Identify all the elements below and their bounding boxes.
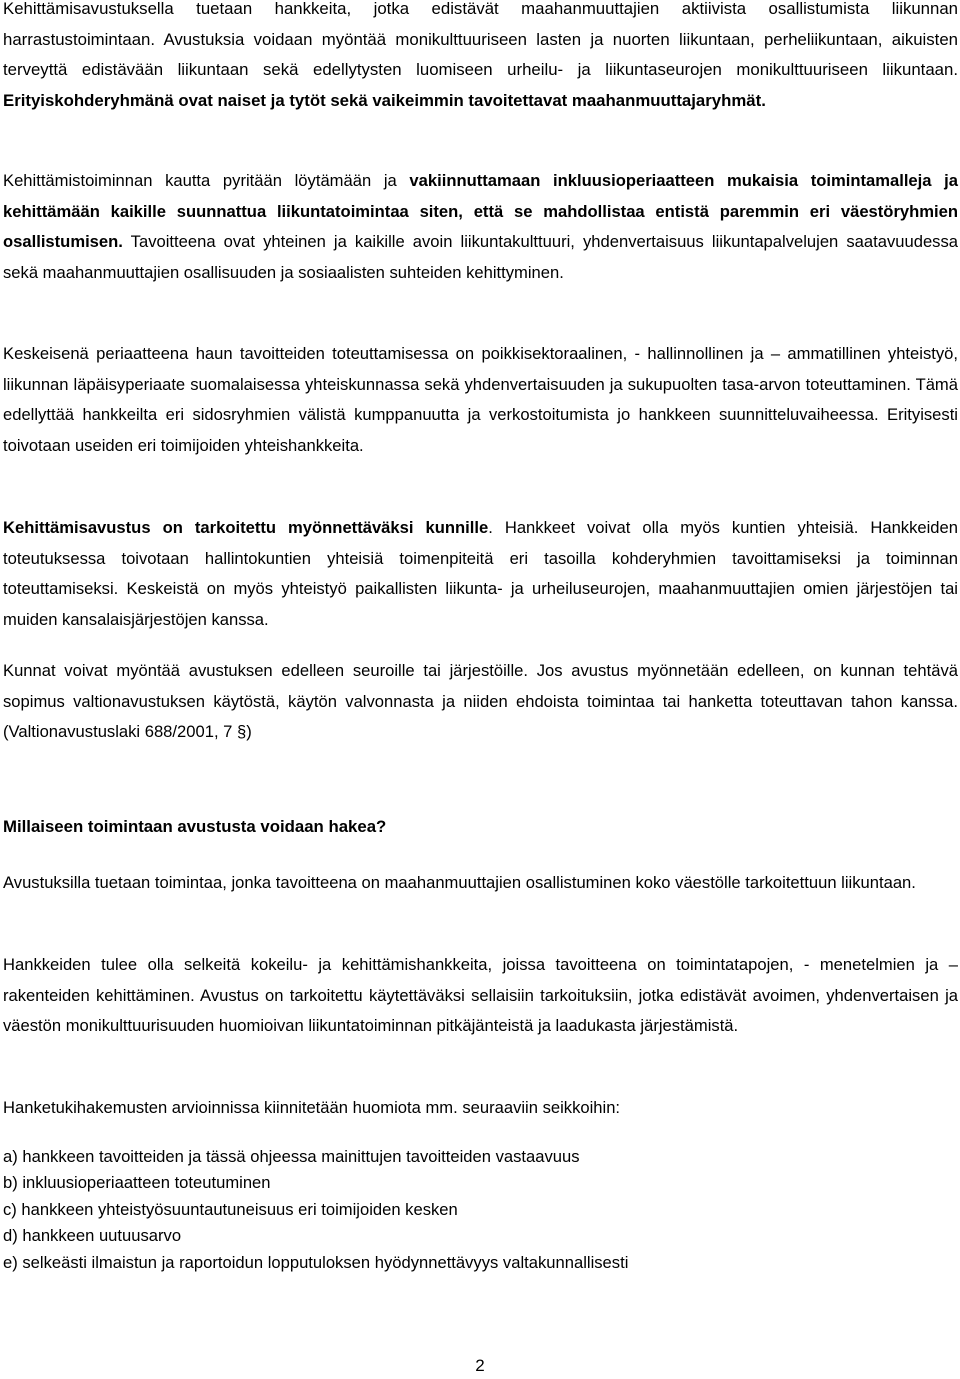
list-item: c) hankkeen yhteistyösuuntautuneisuus eri toimijoiden kesken [3,1199,458,1219]
paragraph-development [3,166,958,288]
section-heading: Millaiseen toimintaan avustusta voidaan hakea? [3,817,387,836]
paragraph-principle: Keskeisenä periaatteena haun tavoitteiden toteuttamisessa on poikkisektoraalinen, - hallinnollinen ja – ammatillinen yhteistyö, liikunnan läpäisyperiaate suomalaisessa yhteiskunnassa sekä yhdenvertaisuuden ja sukupuolten tasa-arvon toteuttaminen. Tämä edellyttää hankkeilta eri sidosryhmien välistä kumppanuutta ja verkostoitumista jo hankkeen suunnitteluvaiheessa. Erityisesti toivotaan useiden eri toimijoiden yhteishankkeita. [3,344,958,455]
paragraph-intro-bold: Erityiskohderyhmänä ovat naiset ja tytöt sekä vaikeimmin tavoitettavat maahanmuuttajaryhmät. [3,90,766,110]
paragraph-municipalities-bold: Kehittämisavustus on tarkoitettu myönnettäväksi kunnille [3,518,489,537]
paragraph-development-bold: vakiinnuttamaan inkluusioperiaatteen mukaisia toimintamalleja ja kehittämään kaikille suunnattua liikuntatoimintaa siten, että se mahdollistaa entistä paremmin eri väestöryhmien osallistumisen. [3,171,958,251]
paragraph-development-text-1: Kehittämistoiminnan kautta pyritään löytämään ja [3,171,410,190]
criteria-list [3,1144,628,1276]
list-item: d) hankkeen uutuusarvo [3,1226,182,1246]
list-item: e) selkeästi ilmaistun ja raportoidun lopputuloksen hyödynnettävyys valtakunnallisesti [3,1252,629,1272]
paragraph-projects: Hankkeiden tulee olla selkeitä kokeilu- ja kehittämishankkeita, joissa tavoitteena on toimintatapojen, - menetelmien ja – rakenteiden kehittäminen. Avustus on tarkoitettu käytettäväksi sellaisiin tarkoituksiin, jotka edistävät avoimen, yhdenvertaisen ja väestön monikulttuurisuuden huomioivan liikuntatoiminnan pitkäjänteistä ja laadukasta järjestämistä. [3,955,958,1035]
list-item: b) inkluusioperiaatteen toteutuminen [3,1173,271,1193]
paragraph-intro-text: Kehittämisavustuksella tuetaan hankkeita, jotka edistävät maahanmuuttajien aktiivista osallistumista liikunnan harrastustoimintaan. Avustuksia voidaan myöntää monikulttuuriseen lasten ja nuorten liikuntaan, perheliikuntaan, aikuisten terveyttä edistävään liikuntaan sekä edellytysten luomiseen urheilu- ja liikuntaseurojen monikulttuuriseen liikuntaan. [3,0,958,79]
paragraph-municipalities [3,513,958,635]
paragraph-development-text-2: Tavoitteena ovat yhteinen ja kaikille avoin liikuntakulttuuri, yhdenvertaisuus liikuntapalvelujen saatavuudessa sekä maahanmuuttajien osallisuuden ja sosiaalisten suhteiden kehittyminen. [3,232,958,282]
paragraph-support: Avustuksilla tuetaan toimintaa, jonka tavoitteena on maahanmuuttajien osallistuminen koko väestölle tarkoitettuun liikuntaan. [3,873,916,892]
paragraph-grant-forwarding: Kunnat voivat myöntää avustuksen edelleen seuroille tai järjestöille. Jos avustus myönnetään edelleen, on kunnan tehtävä sopimus valtionavustuksen käytöstä, käytön valvonnasta ja niiden ehdoista toimintaa tai hanketta toteuttavan tahon kanssa. (Valtionavustuslaki 688/2001, 7 §) [3,661,958,741]
page-number: 2 [475,1356,485,1375]
paragraph-intro [3,0,958,116]
list-item: a) hankkeen tavoitteiden ja tässä ohjeessa mainittujen tavoitteiden vastaavuus [3,1147,580,1166]
paragraph-municipalities-text: . Hankkeet voivat olla myös kuntien yhteisiä. Hankkeiden toteutuksessa toivotaan hallintokuntien yhteisiä toimenpiteitä eri tasoilla kohderyhmien tavoittamiseksi ja toiminnan toteuttamiseksi. Keskeistä on myös yhteistyö paikallisten liikunta- ja urheiluseurojen, maahanmuuttajien omien järjestöjen tai muiden kansalaisjärjestöjen kanssa. [3,518,958,629]
paragraph-evaluation: Hanketukihakemusten arvioinnissa kiinnitetään huomiota mm. seuraaviin seikkoihin: [3,1098,621,1117]
